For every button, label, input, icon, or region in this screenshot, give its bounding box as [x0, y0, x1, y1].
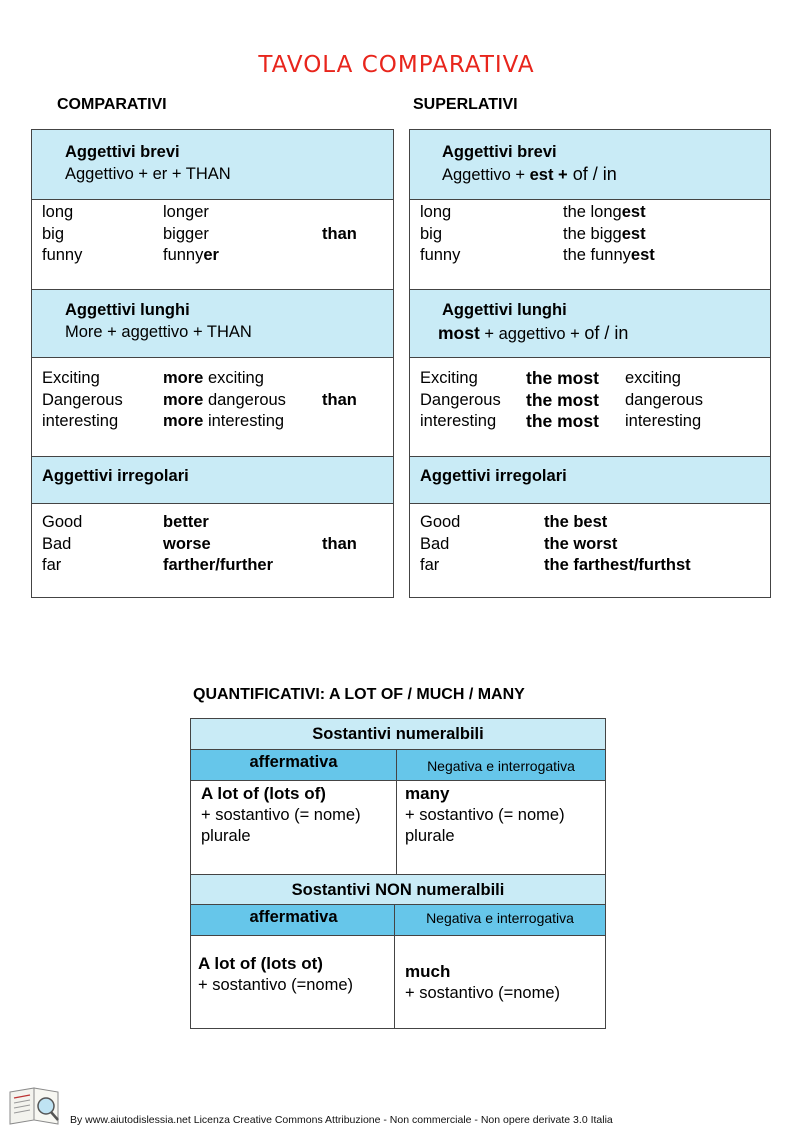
list-item: Good [42, 513, 83, 531]
superlativi-irregular-band [410, 456, 770, 504]
comparativi-long-title: Aggettivi lunghi [65, 301, 190, 319]
divider [394, 936, 395, 1028]
superlativi-long-title: Aggettivi lunghi [442, 301, 567, 319]
comparativi-irregular-forms [163, 512, 273, 577]
list-item: Good [420, 513, 461, 531]
list-item: big [420, 224, 443, 243]
superlativi-table [409, 129, 771, 598]
footer-license: By www.aiutodislessia.net Licenza Creative Commons Attribuzione - Non commerciale - Non opere derivate 3.0 Italia [70, 1114, 613, 1126]
list-item: Exciting [42, 369, 100, 387]
list-item: more exciting [163, 369, 264, 387]
list-item: funny [420, 246, 461, 264]
comparativi-long-forms [163, 368, 286, 433]
countable-title: Sostantivi numeralbili [191, 719, 605, 750]
countable-aff-cell: A lot of (lots of) + sostantivo (= nome) plurale [201, 784, 361, 845]
superlativi-short-band [410, 130, 770, 200]
uncountable-neg-cell: much + sostantivo (=nome) [405, 962, 560, 1002]
list-item: the farthest/furthst [544, 556, 691, 574]
superlativi-short-rule: Aggettivo + est + of / in [442, 164, 617, 184]
list-item: more interesting [163, 412, 285, 430]
comparativi-heading: COMPARATIVI [57, 96, 167, 113]
list-item: better [163, 513, 209, 531]
list-item: funny [42, 246, 83, 264]
uncountable-title: Sostantivi NON numeralbili [191, 874, 605, 905]
divider [396, 781, 397, 874]
uncountable-aff-cell: A lot of (lots ot) + sostantivo (=nome) [198, 954, 353, 994]
comparativi-short-forms [163, 202, 219, 267]
comparativi-long-band [32, 289, 393, 358]
list-item: exciting [625, 369, 681, 387]
list-item: longer [163, 203, 209, 221]
superlativi-short-bases [420, 202, 460, 267]
superlativi-short-title: Aggettivi brevi [442, 143, 557, 161]
list-item: interesting [420, 412, 497, 430]
col-affermativa: affermativa [249, 753, 338, 771]
page-title: TAVOLA COMPARATIVA [258, 52, 535, 78]
list-item: the most [526, 389, 599, 410]
comparativi-short-rule: Aggettivo + er + THAN [65, 165, 231, 183]
col-negativa: Negativa e interrogativa [426, 910, 574, 926]
list-item: far [42, 556, 62, 574]
list-item: Bad [420, 534, 450, 553]
superlativi-long-bases [420, 368, 501, 433]
superlativi-long-adjs [625, 368, 703, 433]
comparativi-long-bases [42, 368, 123, 433]
list-item: interesting [42, 412, 119, 430]
book-magnifier-icon [6, 1082, 64, 1126]
list-item: the best [544, 513, 608, 531]
than-label: than [322, 535, 357, 553]
comparativi-short-title: Aggettivi brevi [65, 143, 180, 161]
list-item: farther/further [163, 556, 274, 574]
superlativi-heading: SUPERLATIVI [413, 96, 518, 113]
comparativi-irregular-band [32, 456, 393, 504]
list-item: funnyer [163, 246, 219, 264]
superlativi-long-band [410, 289, 770, 358]
list-item: the worst [544, 534, 618, 553]
superlativi-short-forms [563, 202, 655, 267]
superlativi-irregular-title: Aggettivi irregolari [420, 467, 567, 485]
list-item: the longest [563, 203, 646, 221]
uncountable-col-header [191, 905, 605, 936]
list-item: the most [526, 411, 599, 431]
list-item: long [42, 203, 74, 221]
list-item: interesting [625, 412, 702, 430]
superlativi-irregular-bases [420, 512, 460, 577]
than-label: than [322, 225, 357, 243]
list-item: bigger [163, 224, 209, 243]
list-item: Bad [42, 534, 72, 553]
quantificativi-table [190, 718, 606, 1029]
superlativi-irregular-forms [544, 512, 691, 577]
comparativi-table [31, 129, 394, 598]
countable-col-header [191, 750, 605, 781]
superlativi-long-rule: most + aggettivo + of / in [438, 323, 629, 343]
than-label: than [322, 391, 357, 409]
comparativi-irregular-title: Aggettivi irregolari [42, 467, 189, 485]
col-affermativa: affermativa [249, 908, 338, 926]
superlativi-long-the [526, 368, 599, 433]
comparativi-short-bases [42, 202, 82, 267]
countable-neg-cell: many + sostantivo (= nome) plurale [405, 784, 565, 845]
list-item: dangerous [625, 390, 703, 409]
list-item: Dangerous [42, 390, 123, 409]
list-item: the biggest [563, 224, 646, 243]
list-item: Exciting [420, 369, 478, 387]
list-item: long [420, 203, 452, 221]
quantificativi-heading: QUANTIFICATIVI: A LOT OF / MUCH / MANY [193, 686, 525, 703]
list-item: far [420, 556, 440, 574]
list-item: big [42, 224, 65, 243]
list-item: the most [526, 368, 599, 388]
col-negativa: Negativa e interrogativa [427, 758, 575, 774]
comparativi-long-rule: More + aggettivo + THAN [65, 323, 252, 341]
list-item: Dangerous [420, 390, 501, 409]
list-item: the funnyest [563, 246, 655, 264]
list-item: worse [163, 534, 211, 553]
comparativi-short-band [32, 130, 393, 200]
comparativi-irregular-bases [42, 512, 82, 577]
list-item: more dangerous [163, 390, 286, 409]
